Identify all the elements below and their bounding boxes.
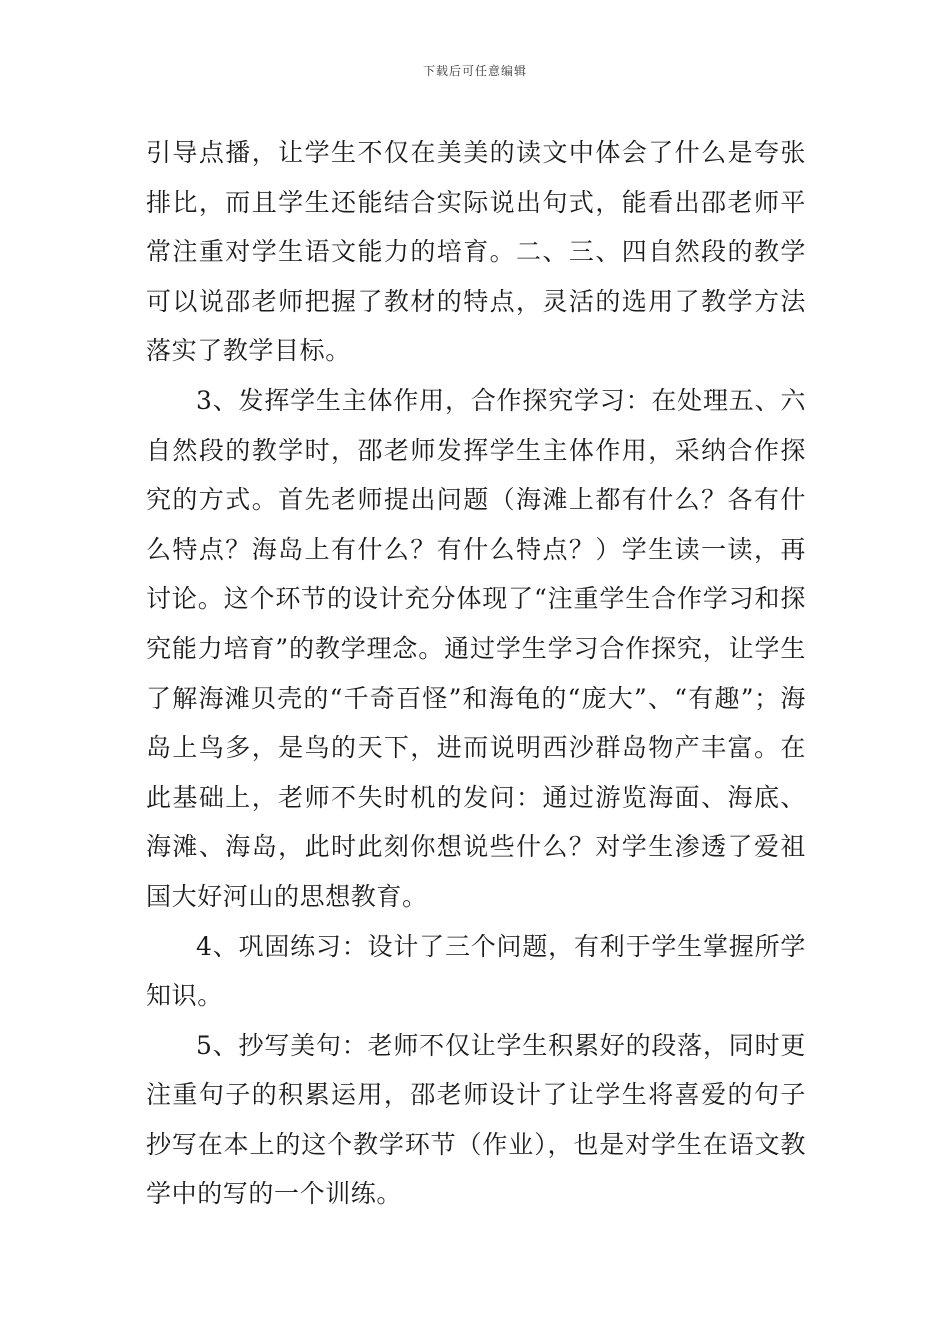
- paragraph-item-3: 3、发挥学生主体作用，合作探究学习：在处理五、六自然段的教学时，邵老师发挥学生主体作用，采纳合作探究的方式。首先老师提出问题（海滩上都有什么？各有什么特点？海岛上有什么？有什么特点？）学生读一读，再讨论。这个环节的设计充分体现了“注重学生合作学习和探究能力培育”的教学理念。通过学生学习合作探究，让学生了解海滩贝壳的“千奇百怪”和海龟的“庞大”、“有趣”；海岛上鸟多，是鸟的天下，进而说明西沙群岛物产丰富。在此基础上，老师不失时机的发问：通过游览海面、海底、海滩、海岛，此时此刻你想说些什么？对学生渗透了爱祖国大好河山的思想教育。: [146, 385, 806, 911]
- paragraph-continuation: 引导点播，让学生不仅在美美的读文中体会了什么是夸张排比，而且学生还能结合实际说出句式，能看出邵老师平常注重对学生语文能力的培育。二、三、四自然段的教学可以说邵老师把握了教材的特点，灵活的选用了教学方法落实了教学目标。: [146, 138, 806, 366]
- paragraph-item-4: 4、巩固练习：设计了三个问题，有利于学生掌握所学知识。: [146, 931, 806, 1011]
- document-body: [146, 128, 806, 1219]
- paragraph-item-5: 5、抄写美句：老师不仅让学生积累好的段落，同时更注重句子的积累运用，邵老师设计了让学生将喜爱的句子抄写在本上的这个教学环节（作业），也是对学生在语文教学中的写的一个训练。: [146, 1030, 806, 1209]
- page-header: 下载后可任意编辑: [422, 64, 527, 78]
